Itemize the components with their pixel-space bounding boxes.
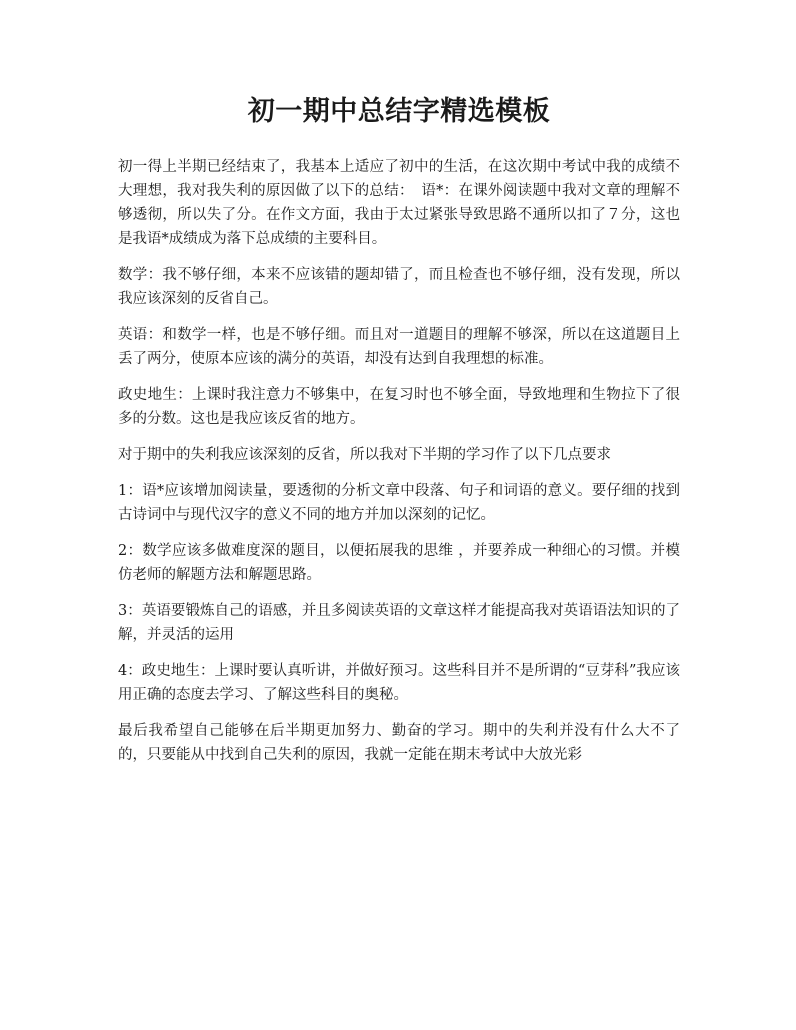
paragraph-intro-chinese: 初一得上半期已经结束了，我基本上适应了初中的生活，在这次期中考试中我的成绩不大理想，我对我失利的原因做了以下的总结： 语*：在课外阅读题中我对文章的理解不够透彻，所以失了分。在作文方面，我由于太过紧张导致思路不通所以扣了７分，这也是我语*成绩成为落下总成绩的主要科目。 — [118, 159, 680, 247]
document-title: 初一期中总结字精选模板 — [247, 96, 551, 127]
paragraph-requirement-4: 4：政史地生：上课时要认真听讲，并做好预习。这些科目并不是所谓的“豆芽科”我应该用正确的态度去学习、了解这些科目的奥秘。 — [118, 663, 680, 703]
paragraph-requirement-2: 2：数学应该多做难度深的题目，以便拓展我的思维 ，并要养成一种细心的习惯。并模仿老师的解题方法和解题思路。 — [118, 543, 680, 583]
paragraph-english: 英语：和数学一样，也是不够仔细。而且对一道题目的理解不够深，所以在这道题目上丢了两分，使原本应该的满分的英语，却没有达到自我理想的标准。 — [118, 327, 680, 367]
paragraph-conclusion: 最后我希望自己能够在后半期更加努力、勤奋的学习。期中的失利并没有什么大不了的，只要能从中找到自己失利的原因，我就一定能在期末考试中大放光彩 — [118, 723, 680, 763]
paragraph-requirement-3: 3：英语要锻炼自己的语感，并且多阅读英语的文章这样才能提高我对英语语法知识的了解，并灵活的运用 — [118, 603, 680, 643]
paragraph-politics-history-geo-bio: 政史地生：上课时我注意力不够集中，在复习时也不够全面，导致地理和生物拉下了很多的分数。这也是我应该反省的地方。 — [118, 387, 680, 427]
paragraph-requirement-1: 1：语*应该增加阅读量，要透彻的分析文章中段落、句子和词语的意义。要仔细的找到古诗词中与现代汉字的意义不同的地方并加以深刻的记忆。 — [118, 483, 680, 523]
paragraph-requirements-intro: 对于期中的失利我应该深刻的反省，所以我对下半期的学习作了以下几点要求 — [118, 447, 611, 463]
paragraph-math: 数学：我不够仔细，本来不应该错的题却错了，而且检查也不够仔细，没有发现，所以我应该深刻的反省自己。 — [118, 267, 680, 307]
